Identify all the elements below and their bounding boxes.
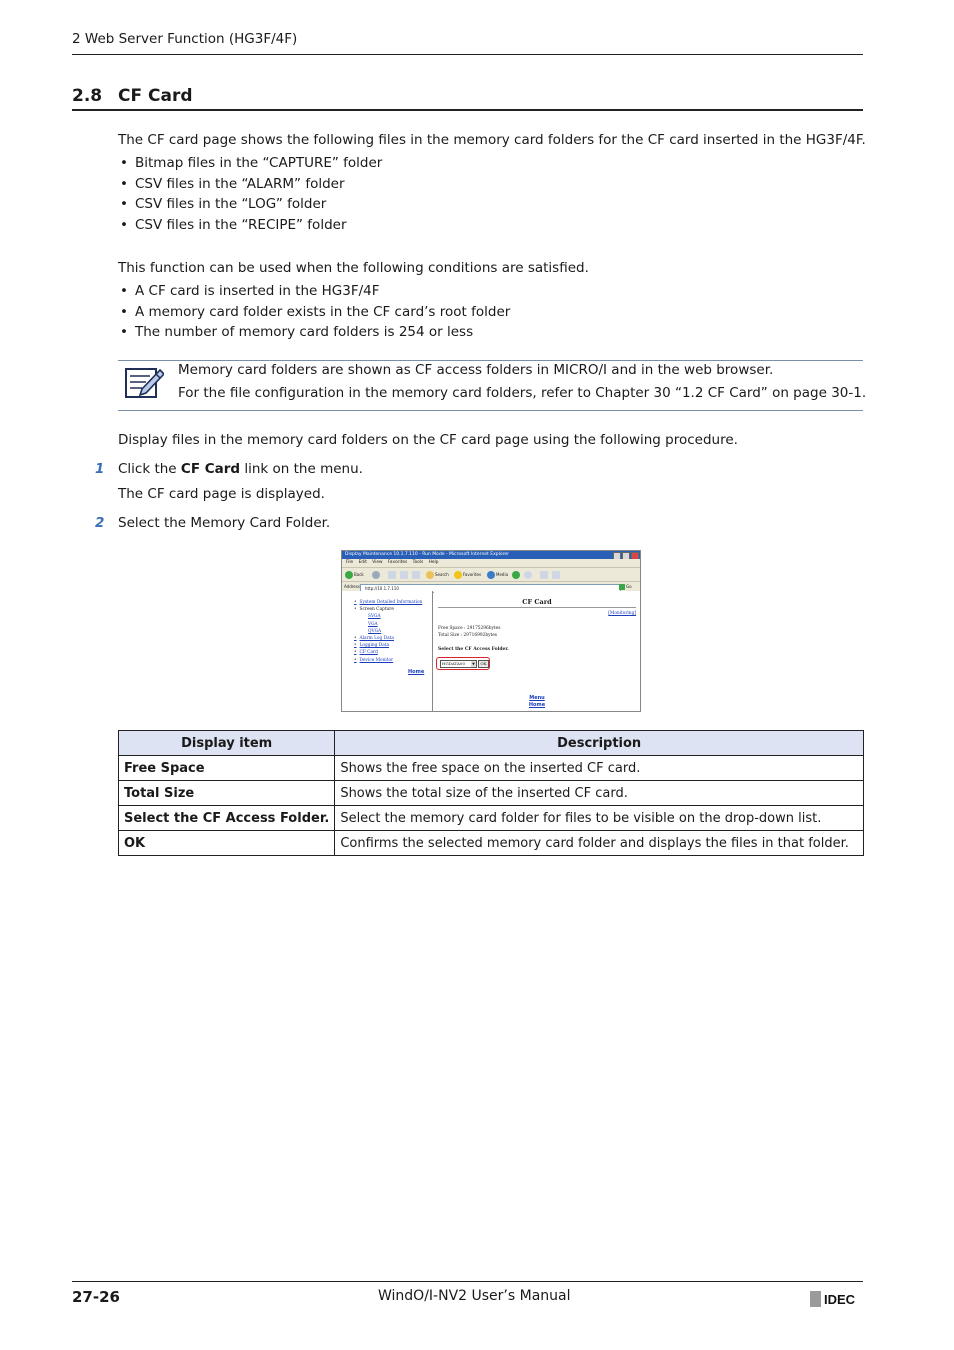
address-label: Address xyxy=(344,584,360,589)
idec-logo-icon xyxy=(810,1290,864,1308)
total-size-readout: Total Size : 29716992bytes xyxy=(438,633,497,638)
section-divider xyxy=(72,109,863,111)
footer-divider xyxy=(72,1281,863,1282)
menu-link: Menu xyxy=(529,695,545,701)
running-header: 2 Web Server Function (HG3F/4F) xyxy=(72,31,298,47)
media-label: Media xyxy=(496,572,509,577)
table-row xyxy=(119,781,864,806)
section-title: CF Card xyxy=(118,86,193,106)
nav-menu xyxy=(354,599,422,664)
chevron-down-icon: ▼ xyxy=(472,662,475,666)
back-icon xyxy=(345,571,353,579)
go-button xyxy=(619,583,637,591)
cf-title-rule xyxy=(438,607,636,608)
back-label: Back xyxy=(354,572,364,577)
column-header-description: Description xyxy=(335,731,864,756)
nav-item: • Device Monitor xyxy=(354,657,422,664)
list-item: • CSV files in the “RECIPE” folder xyxy=(118,215,382,236)
table-cell-description: Select the memory card folder for files to be visible on the drop-down list. xyxy=(335,806,864,831)
table-cell-item: Select the CF Access Folder. xyxy=(119,806,335,831)
table-header-row xyxy=(119,731,864,756)
search-label: Search xyxy=(435,572,449,577)
history-icon xyxy=(512,571,520,579)
section-number: 2.8 xyxy=(72,86,103,106)
menu-file: File xyxy=(346,560,354,565)
home-link: Home xyxy=(528,701,546,708)
go-arrow-icon xyxy=(619,584,625,590)
home-icon xyxy=(412,571,420,579)
menu-frame xyxy=(342,591,433,711)
print-icon xyxy=(540,571,548,579)
select-folder-label: Select the CF Access Folder. xyxy=(438,647,509,652)
address-input: http://10.1.7.110 xyxy=(360,584,621,593)
nav-item: QVGA xyxy=(368,628,382,634)
table-cell-item: Total Size xyxy=(119,781,335,806)
table-row xyxy=(119,756,864,781)
stop-icon xyxy=(388,571,396,579)
menu-tools: Tools xyxy=(412,560,424,565)
content-frame xyxy=(434,591,640,711)
nav-item: • System Detailed Information xyxy=(354,599,422,606)
note-pencil-icon xyxy=(124,366,164,400)
step-2-text: Select the Memory Card Folder. xyxy=(118,515,331,531)
note-line-1: Memory card folders are shown as CF access folders in MICRO/I and in the web browser. xyxy=(178,362,774,378)
refresh-icon xyxy=(400,571,408,579)
browser-screenshot xyxy=(341,550,641,712)
list-item: • A memory card folder exists in the CF card’s root folder xyxy=(118,302,510,323)
step-1-result: The CF card page is displayed. xyxy=(118,486,325,502)
folder-select xyxy=(440,660,477,668)
nav-item: • Alarm Log Data xyxy=(354,635,422,642)
menu-favorites: Favorites xyxy=(387,560,408,565)
bottom-links xyxy=(434,695,640,708)
nav-item: • Screen Capture xyxy=(354,606,422,613)
ok-button: OK xyxy=(478,660,489,668)
step-1-bold-term: CF Card xyxy=(180,461,241,477)
list-item: • CSV files in the “ALARM” folder xyxy=(118,174,382,195)
folder-select-value: HGDATA00 xyxy=(442,661,465,666)
intro-bullet-list xyxy=(118,153,382,236)
edit-icon xyxy=(552,571,560,579)
nav-item: SVGA xyxy=(368,614,381,620)
table-row xyxy=(119,806,864,831)
browser-toolbar xyxy=(342,567,640,582)
nav-item: VGA xyxy=(368,621,378,627)
nav-home-link: Home xyxy=(408,669,425,675)
display-item-table xyxy=(118,730,864,856)
intro-paragraph: The CF card page shows the following files in the memory card folders for the CF card inserted in the HG3F/4F. xyxy=(118,132,866,148)
manual-title: WindO/I-NV2 User’s Manual xyxy=(378,1288,571,1304)
step-2-number: 2 xyxy=(95,515,105,531)
free-space-readout: Free Space : 29175296bytes xyxy=(438,626,501,631)
table-cell-description: Confirms the selected memory card folder and displays the files in that folder. xyxy=(335,831,864,856)
media-icon xyxy=(487,571,495,579)
highlight-outline xyxy=(436,657,490,670)
note-line-2: For the file configuration in the memory card folders, refer to Chapter 30 “1.2 CF Card” on page 30-1. xyxy=(178,385,867,401)
list-item: • A CF card is inserted in the HG3F/4F xyxy=(118,281,510,302)
step-1-suffix: link on the menu. xyxy=(240,461,363,477)
page-number: 27-26 xyxy=(72,1288,120,1306)
conditions-bullet-list xyxy=(118,281,510,343)
nav-item: • CF Card xyxy=(354,649,422,656)
list-item: • CSV files in the “LOG” folder xyxy=(118,194,382,215)
table-cell-description: Shows the total size of the inserted CF card. xyxy=(335,781,864,806)
column-header-item: Display item xyxy=(119,731,335,756)
logo-text: IDEC xyxy=(824,1292,856,1307)
step-1-text xyxy=(118,461,363,477)
conditions-paragraph: This function can be used when the following conditions are satisfied. xyxy=(118,260,589,276)
table-cell-item: Free Space xyxy=(119,756,335,781)
procedure-intro: Display files in the memory card folders on the CF card page using the following procedure. xyxy=(118,432,738,448)
search-icon xyxy=(426,571,434,579)
nav-item: • Logging Data xyxy=(354,642,422,649)
table-cell-description: Shows the free space on the inserted CF card. xyxy=(335,756,864,781)
menu-help: Help xyxy=(428,560,439,565)
step-1-number: 1 xyxy=(95,461,105,477)
forward-icon xyxy=(372,571,380,579)
cf-page-title: CF Card xyxy=(522,598,552,606)
step-1-prefix: Click the xyxy=(118,461,181,477)
mail-icon xyxy=(524,571,532,579)
header-divider xyxy=(72,54,863,55)
list-item: • Bitmap files in the “CAPTURE” folder xyxy=(118,153,382,174)
browser-title-bar xyxy=(342,551,640,559)
browser-window-title: Display Maintenance 10.1.7.110 - Run Mode - Microsoft Internet Explorer xyxy=(345,552,509,557)
monitoring-link: [Monitoring] xyxy=(608,611,636,616)
list-item: • The number of memory card folders is 254 or less xyxy=(118,322,510,343)
favorites-label: Favorites xyxy=(463,572,482,577)
section-heading xyxy=(72,86,193,106)
browser-menu-bar xyxy=(342,559,640,567)
table-cell-item: OK xyxy=(119,831,335,856)
menu-view: View xyxy=(372,560,383,565)
go-label: Go xyxy=(626,584,632,589)
note-box xyxy=(118,360,867,411)
table-row xyxy=(119,831,864,856)
favorites-icon xyxy=(454,571,462,579)
menu-edit: Edit xyxy=(358,560,367,565)
